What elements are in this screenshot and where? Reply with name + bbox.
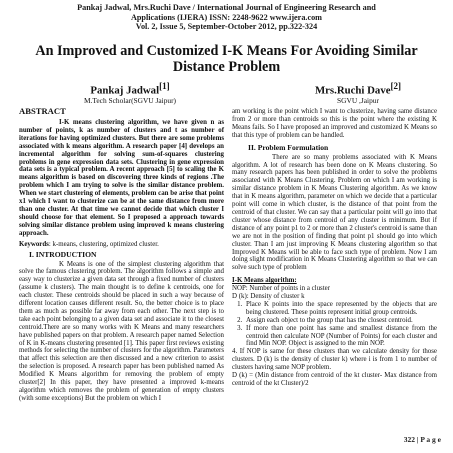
algo-heading: I-K Means algorithm: [232,277,297,285]
author-2-ref: [2] [390,81,402,91]
author-1 [40,80,220,105]
abstract-heading: ABSTRACT [19,106,66,116]
author-1-ref: [1] [159,81,170,91]
left-column [19,108,224,403]
paper-title: An Improved and Customized I-K Means For Avoiding Similar Distance Problem [35,43,418,75]
right-column [232,108,437,388]
author-2 [268,80,448,105]
header-line-1: Pankaj Jadwal, Mrs.Ruchi Dave / International Journal of Engineering Research and [77,3,376,12]
author-2-affiliation: SGVU ,Jaipur [337,95,379,105]
algo-steps [232,301,437,348]
author-1-affiliation: M.Tech Scholar(SGVU Jaipur) [83,95,177,105]
intro-heading: I. INTRODUCTION [29,249,97,259]
abstract-text: I-K means clustering algorithm, we have given n as number of points, k as number of clusters and t as number of iterations for having optimized clusters. But there are some problems associated with k means algorithm. A research paper [4] develops an incremental algorithm for solving sum-of-squares clustering problems in gene expression data sets. Clustering in gene expression data sets is a typical problem. A recent approach [5] to scaling the K means algorithm is based on discovering three kinds of regions .The problem which I am trying to solve is the similar distance problem. When we start clustering of elements, problem can be arise that point x1 which I want to clusterize can be at the same distance from more than one cluster. At that time we cannot decide that which cluster I should choose for that element. So I proposed a approach towards solving similar distance problem using improved k means clustering approach. [19,119,224,237]
intro-text: K Means is one of the simplest clustering algorithm that solve the famous clustering problem. The algorithm follows a simple and easy way to clusterize a given data set through a fixed number of clusters (assume k clusters). The main thought is to define k centroids, one for each cluster. These centroids should be placed in such a way because of different location causes different result. So, the better choice is to place them as much as possible far away from each other. The next step is to take each point belonging to a given data set and associate it to the closest centroid.There are so many works with K Means and many researchers have published papers on that problem. A research paper named Selection of K in K-means clustering presented [1]. This paper first reviews existing methods for selecting the number of clusters for the algorithm. Parameters that affect this selection are then discussed and a new criterion to assist the selection is proposed. A research paper has been published named As Modified K Means algorithm for removing the problem of empty cluster[2] In this paper, they have presented a improved k-means algorithm which removes the problem of generation of empty clusters (with some exceptions) But the problem on which I [19,260,225,402]
intro-continued: am working is the point which I want to clusterize, having same distance from 2 or more than centroids so this is the point where the existing K Means fails. So I have proposed an improved and customized K Means so that this type of problem can be handled. [232,108,437,139]
algo-formula: D (k) = (Min distance from centroid of the kt cluster- Max distance from centroid of the kt Cluster)/2 [232,372,437,387]
header-line-3: Vol. 2, Issue 5, September-October 2012, pp.322-324 [135,22,318,32]
keywords-text: : k-means, clustering, optimized cluster. [48,240,159,248]
keywords-line [19,241,224,249]
author-1-name: Pankaj Jadwal [90,84,160,97]
keywords-label: Keywords [19,240,49,248]
author-2-name: Mrs.Ruchi Dave [314,84,391,97]
algo-step: 3. If more than one point has same and smallest distance from the centroid then calculate NOP (Number of Points) for each cluster and find Min NOP. Object is assigned to the min NOP. [244,325,437,349]
journal-header [10,3,443,32]
algo-step: 2. Assign each object to the group that has the closest centroid. [244,317,437,325]
header-line-2: Applications (IJERA) ISSN: 2248-9622 www.ijera.com [130,12,323,22]
algo-step: 1. Place K points into the space represented by the objects that are being clustered. These points represent initial group centroids. [244,301,437,317]
algo-step-4: 4. If NOP is same for these clusters than we calculate density for those clusters. D (k) is the density of cluster k) where i is from 1 to number of clusters having same NOP problem. [232,348,437,372]
problem-heading: II. Problem Formulation [248,142,329,152]
algo-density: D (k): Density of cluster k [232,293,305,301]
algo-nop: NOP: Number of points in a cluster [232,285,330,293]
author-1-name-line [40,80,220,97]
author-2-name-line [268,80,448,97]
problem-text: There are so many problems associated with K Means algorithm. A lot of research has been done on K Means clustering. So many research papers has been published in order to solve the problems associated with K Means Clustering. Problem on which I am working is similar distance problem in K Means Clustering algorithm. As we know that in K means algorithm, parameter on which we decide that a particular point will come in which cluster, is the distance of that point from the centroid of that cluster. We can say that a particular point will go into that cluster whose distance from centroid of any cluster is minimum. But if distance of any point p1 to 2 or more than 2 cluster's centroid is same than we are not in the position of finding that point p1 should go into which cluster. Than I am just improving K Means clustering algorithm so that Improved K Means will be able to face such type of problem. Now I am doing slight modification in K Means Clustering algorithm so that we can solve such type of problem [232,153,437,272]
page-number: 322 | P a g e [403,435,441,444]
